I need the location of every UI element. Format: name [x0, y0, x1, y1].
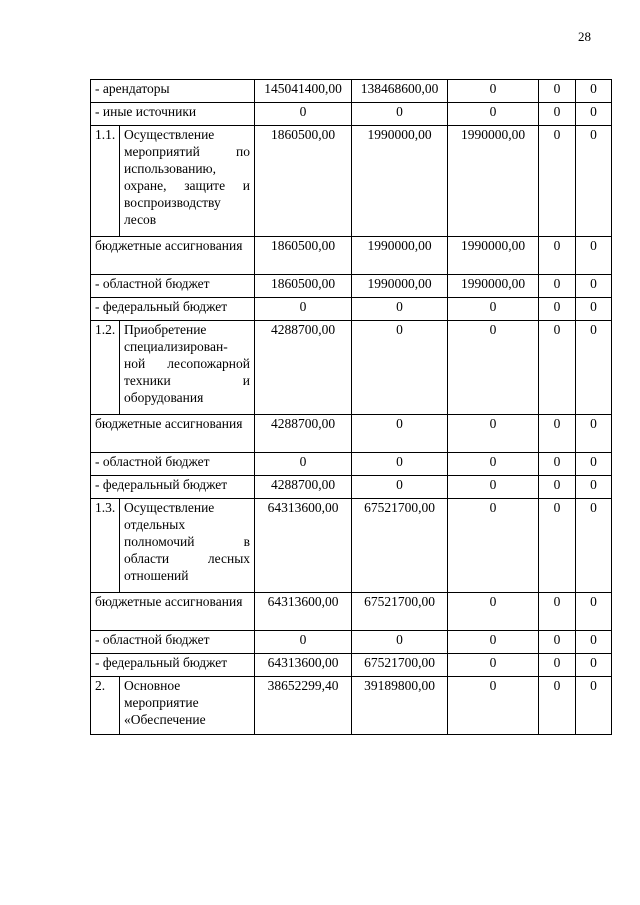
row-label: - областной бюджет	[91, 453, 255, 476]
table-row	[91, 453, 612, 476]
row-label: бюджетные ассигнования	[91, 593, 255, 631]
value-cell: 0	[255, 453, 352, 476]
value-cell: 0	[576, 499, 612, 593]
table-row	[91, 80, 612, 103]
description-line: мероприятие	[124, 695, 199, 710]
value-cell: 64313600,00	[255, 593, 352, 631]
value-cell: 39189800,00	[352, 677, 448, 735]
table-row	[91, 499, 612, 593]
table-row	[91, 126, 612, 237]
description-line: воспроизводству	[124, 195, 221, 210]
row-label: - федеральный бюджет	[91, 476, 255, 499]
value-cell: 0	[352, 415, 448, 453]
budget-table	[90, 79, 612, 735]
value-cell: 0	[539, 103, 576, 126]
value-cell: 67521700,00	[352, 499, 448, 593]
value-cell: 1860500,00	[255, 237, 352, 275]
description-line: мероприятий по	[124, 144, 251, 159]
table-row	[91, 476, 612, 499]
description-line: специализирован-	[124, 339, 228, 354]
row-label: бюджетные ассигнования	[91, 415, 255, 453]
description-line: Приобретение	[124, 322, 207, 337]
value-cell: 0	[576, 298, 612, 321]
description-line: области лесных	[124, 551, 251, 566]
row-label: - федеральный бюджет	[91, 298, 255, 321]
value-cell: 0	[255, 103, 352, 126]
table-row	[91, 275, 612, 298]
value-cell: 0	[539, 275, 576, 298]
description-line: оборудования	[124, 390, 204, 405]
value-cell: 0	[539, 631, 576, 654]
value-cell: 0	[448, 298, 539, 321]
description-line: отношений	[124, 568, 189, 583]
row-label: - федеральный бюджет	[91, 654, 255, 677]
row-description	[120, 126, 255, 237]
value-cell: 145041400,00	[255, 80, 352, 103]
value-cell: 1990000,00	[448, 237, 539, 275]
value-cell: 0	[576, 237, 612, 275]
value-cell: 67521700,00	[352, 654, 448, 677]
value-cell: 0	[448, 321, 539, 415]
value-cell: 1990000,00	[352, 126, 448, 237]
value-cell: 1990000,00	[352, 275, 448, 298]
value-cell: 0	[352, 298, 448, 321]
value-cell: 0	[352, 631, 448, 654]
value-cell: 0	[539, 499, 576, 593]
description-line: отдельных	[124, 517, 186, 532]
description-line: техники и	[124, 373, 251, 388]
value-cell: 0	[576, 275, 612, 298]
description-line: Основное	[124, 678, 181, 693]
page-number: 28	[578, 29, 591, 44]
value-cell: 0	[576, 415, 612, 453]
value-cell: 0	[448, 631, 539, 654]
table-row	[91, 677, 612, 735]
value-cell: 0	[539, 321, 576, 415]
value-cell: 1990000,00	[448, 126, 539, 237]
value-cell: 4288700,00	[255, 415, 352, 453]
value-cell: 0	[576, 453, 612, 476]
description-line: полномочий в	[124, 534, 251, 549]
value-cell: 1990000,00	[352, 237, 448, 275]
value-cell: 0	[576, 126, 612, 237]
value-cell: 0	[576, 631, 612, 654]
value-cell: 1990000,00	[448, 275, 539, 298]
description-line: лесов	[124, 212, 157, 227]
value-cell: 4288700,00	[255, 476, 352, 499]
table-row	[91, 237, 612, 275]
value-cell: 67521700,00	[352, 593, 448, 631]
value-cell: 0	[539, 654, 576, 677]
value-cell: 0	[352, 476, 448, 499]
value-cell: 0	[539, 593, 576, 631]
description-line: Осуществление	[124, 500, 215, 515]
value-cell: 0	[448, 453, 539, 476]
value-cell: 0	[352, 103, 448, 126]
description-line: «Обеспечение	[124, 712, 206, 727]
value-cell: 0	[576, 103, 612, 126]
value-cell: 0	[255, 631, 352, 654]
value-cell: 0	[448, 476, 539, 499]
row-description	[120, 677, 255, 735]
value-cell: 0	[539, 476, 576, 499]
value-cell: 0	[539, 415, 576, 453]
row-label: - областной бюджет	[91, 631, 255, 654]
value-cell: 0	[539, 677, 576, 735]
value-cell: 0	[448, 654, 539, 677]
value-cell: 0	[448, 80, 539, 103]
row-label: - арендаторы	[91, 80, 255, 103]
table-row	[91, 298, 612, 321]
description-line: ной лесопожарной	[124, 356, 251, 371]
value-cell: 0	[352, 453, 448, 476]
value-cell: 4288700,00	[255, 321, 352, 415]
value-cell: 38652299,40	[255, 677, 352, 735]
value-cell: 1860500,00	[255, 126, 352, 237]
value-cell: 138468600,00	[352, 80, 448, 103]
value-cell: 0	[448, 103, 539, 126]
table-row	[91, 654, 612, 677]
value-cell: 0	[539, 298, 576, 321]
value-cell: 0	[448, 415, 539, 453]
table-row	[91, 415, 612, 453]
value-cell: 0	[539, 453, 576, 476]
value-cell: 0	[576, 321, 612, 415]
row-description	[120, 499, 255, 593]
value-cell: 64313600,00	[255, 654, 352, 677]
value-cell: 0	[539, 80, 576, 103]
value-cell: 1860500,00	[255, 275, 352, 298]
row-label: - областной бюджет	[91, 275, 255, 298]
row-index: 1.1.	[91, 126, 120, 237]
row-label: бюджетные ассигнования	[91, 237, 255, 275]
value-cell: 0	[539, 237, 576, 275]
description-line: использованию,	[124, 161, 217, 176]
description-line: Осуществление	[124, 127, 215, 142]
table-row	[91, 631, 612, 654]
row-label: - иные источники	[91, 103, 255, 126]
table-row	[91, 103, 612, 126]
value-cell: 0	[448, 593, 539, 631]
row-index: 2.	[91, 677, 120, 735]
value-cell: 0	[352, 321, 448, 415]
value-cell: 0	[448, 677, 539, 735]
value-cell: 0	[576, 654, 612, 677]
table-row	[91, 593, 612, 631]
value-cell: 0	[255, 298, 352, 321]
value-cell: 0	[576, 80, 612, 103]
row-index: 1.3.	[91, 499, 120, 593]
value-cell: 0	[576, 593, 612, 631]
value-cell: 0	[448, 499, 539, 593]
value-cell: 64313600,00	[255, 499, 352, 593]
value-cell: 0	[539, 126, 576, 237]
value-cell: 0	[576, 677, 612, 735]
row-description	[120, 321, 255, 415]
table-row	[91, 321, 612, 415]
description-line: охране, защите и	[124, 178, 251, 193]
value-cell: 0	[576, 476, 612, 499]
row-index: 1.2.	[91, 321, 120, 415]
